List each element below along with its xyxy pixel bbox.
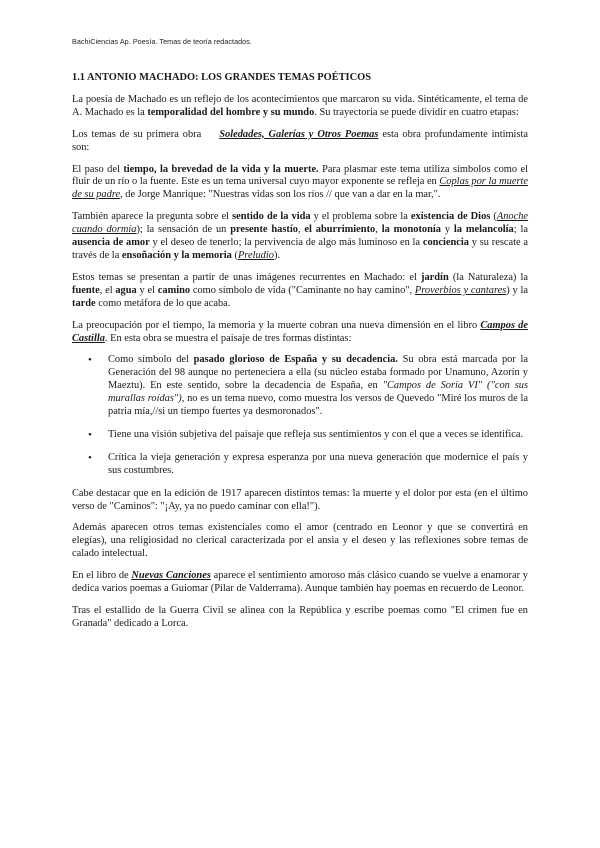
book-title: Soledades, Galerías y Otros Poemas (219, 128, 379, 140)
list-item (108, 354, 528, 419)
emphasis: presente hastío (230, 224, 298, 236)
text: como símbolo de vida ("Caminante no hay camino", (190, 284, 415, 296)
text: , (297, 224, 305, 236)
text: ) y la (506, 284, 528, 296)
emphasis: pasado glorioso de España y su decadencia. (193, 354, 398, 366)
text: ( (490, 211, 497, 223)
emphasis: ausencia de amor (72, 237, 150, 249)
paragraph-civil-war: Tras el estallido de la Guerra Civil se alinea con la República y escribe poemas como "El crimen fue en Granada" dedicado a Lorca. (72, 605, 528, 629)
work-reference: Preludio (237, 249, 274, 261)
text: Su obra está marcada por la Generación del 98 aunque no perteneciera a ella (su núcleo estaba formado por Unamuno, Azorín y Maeztu). En este sentido, sobre la decadencia de España, en (108, 354, 528, 392)
emphasis: tarde (72, 297, 96, 309)
text: Para plasmar este tema utiliza símbolos como el fluir de un río o la fuente. Este es un tema universal cuyo mayor exponente se refleja en (72, 163, 528, 188)
emphasis: temporalidad del hombre y su mundo (147, 106, 315, 118)
paragraph-first-work (72, 129, 528, 155)
text: La preocupación por el tiempo, la memoria y la muerte cobran una nueva dimensión en el libro (72, 319, 481, 331)
text: , de Jorge Manrique: "Nuestras vidas son los ríos // que van a dar en la mar,". (120, 189, 441, 201)
paragraph-themes (72, 211, 528, 263)
text: Como símbolo del (108, 354, 194, 366)
text: ). (273, 249, 280, 261)
emphasis: ensoñación y la memoria (121, 249, 232, 261)
list-item: • Crítica la vieja generación y expresa esperanza por una nueva generación que modernice el país y sus costumbres. (108, 452, 528, 478)
text: y el deseo de tenerlo; la pervivencia de algo más luminoso en la (149, 237, 423, 249)
text: , (375, 224, 382, 236)
paragraph-time (72, 164, 528, 203)
book-title: Nuevas Canciones (131, 570, 211, 582)
emphasis: la melancolía (453, 224, 514, 236)
text: , no es un tema nuevo, como muestra los versos de Quevedo "Miré los muros de la patria mía,//si un tiempo fuertes ya desmoronados". (108, 393, 528, 418)
paragraph-intro (72, 94, 528, 120)
work-reference: Coplas por la muerte de su padre (72, 176, 528, 201)
text: y (440, 224, 454, 236)
emphasis: tiempo, la brevedad de la vida y la muerte. (123, 163, 319, 175)
text: aparece el sentimiento amoroso más clásico cuando se vuelve a enamorar y dedica varios poemas a Guiomar (Pilar de Valderrama). Aunque también hay poemas en recuerdo de Leonor. (72, 570, 528, 595)
text: como metáfora de lo que acaba. (95, 297, 231, 309)
emphasis: fuente (72, 284, 100, 296)
book-title: Campos de Castilla (72, 319, 528, 344)
work-reference: Anoche cuando dormía (72, 211, 529, 236)
document-body (72, 72, 528, 640)
emphasis: camino (157, 284, 191, 296)
text: y el problema sobre la (310, 211, 411, 223)
emphasis: jardín (421, 271, 449, 283)
text: esta obra profundamente intimista son: (72, 128, 528, 153)
emphasis: la monotonía (381, 224, 441, 236)
emphasis: existencia de Dios (410, 211, 491, 223)
text: ; la (513, 224, 528, 236)
paragraph-nuevas-canciones (72, 570, 528, 596)
quote: "Campos de Soria VI" ("con sus murallas roídas") (108, 380, 528, 405)
text: ); la sensación de un (136, 224, 231, 236)
text: y su rescate a través de la (72, 237, 528, 261)
paragraph-images (72, 272, 528, 311)
text: En el libro de (72, 570, 132, 582)
text: , el (99, 284, 116, 296)
text: . Su trayectoria se puede dividir en cuatro etapas: (314, 106, 519, 118)
emphasis: conciencia (422, 237, 469, 249)
text: La poesía de Machado es un reflejo de los acontecimientos que marcaron su vida. Sintéticamente, el tema de A. Machado es la (72, 93, 528, 118)
emphasis: el aburrimiento (304, 224, 376, 236)
bullet-list (72, 354, 528, 477)
text: El paso del (72, 163, 124, 175)
text: ( (231, 249, 238, 261)
text: Estos temas se presentan a partir de unas imágenes recurrentes en Machado: el (72, 271, 422, 283)
paragraph-1917: Cabe destacar que en la edición de 1917 aparecen distintos temas: la muerte y el dolor por esta (en el último verso de "Caminos": "¡Ay, ya no puedo caminar con ella!"). (72, 487, 528, 512)
text: . En esta obra se muestra el paisaje de tres formas distintas: (104, 332, 352, 344)
text: y el (136, 284, 158, 296)
text: Los temas de su primera obra (72, 128, 202, 140)
paragraph-castilla (72, 320, 528, 346)
work-reference: Proverbios y cantares (414, 284, 507, 296)
page-header: BachiCiencias Ap. Poesía. Temas de teoría redactados. (72, 37, 252, 46)
list-item: • Tiene una visión subjetiva del paisaje que refleja sus sentimientos y con el que a veces se identifica. (108, 429, 528, 442)
section-heading: 1.1 ANTONIO MACHADO: LOS GRANDES TEMAS POÉTICOS (72, 72, 371, 83)
text: (la Naturaleza) la (448, 271, 529, 283)
emphasis: sentido de la vida (232, 211, 311, 223)
paragraph-existential: Además aparecen otros temas existenciales como el amor (centrado en Leonor y que se convertirá en elegías), una religiosidad no clerical caracterizada por el ansia y el deseo y las reflexiones sobre temas de calado intelectual. (72, 522, 528, 560)
text: También aparece la pregunta sobre el (72, 211, 233, 223)
emphasis: agua (115, 284, 137, 296)
